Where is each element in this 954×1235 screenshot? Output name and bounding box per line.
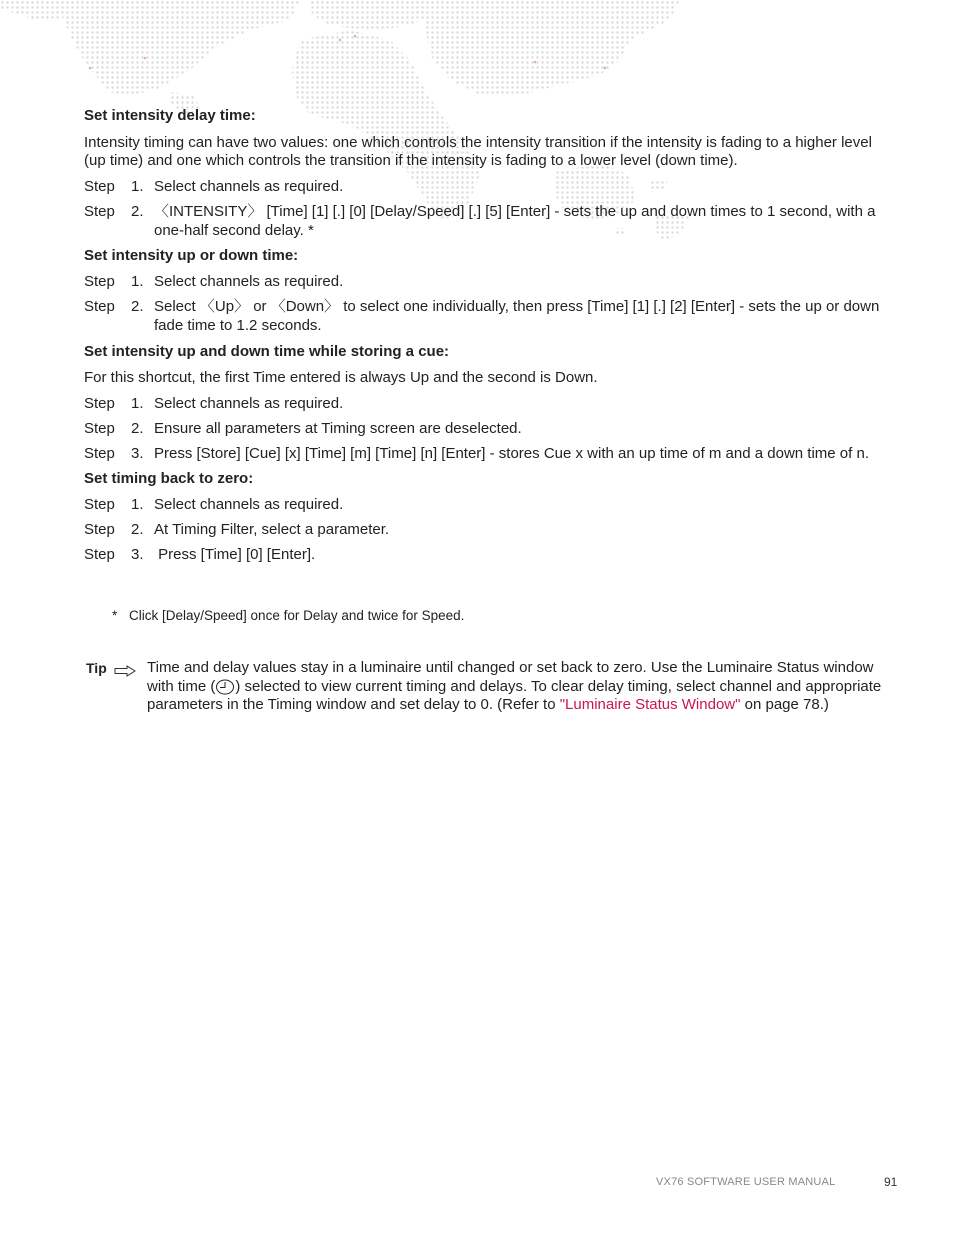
footnote-marker: *: [112, 608, 118, 623]
step-number: 3.: [131, 546, 144, 563]
step-text: Select 〈Up〉 or 〈Down〉 to select one individually, then press [Time] [1] [.] [2] [Enter] - sets the up or down fade time to 1.2 seconds.: [154, 298, 880, 334]
step-label: Step: [84, 521, 115, 538]
step-number: 1.: [131, 273, 144, 290]
section-heading: Set timing back to zero:: [84, 470, 254, 487]
step-label: Step: [84, 178, 115, 195]
step-label: Step: [84, 496, 115, 513]
step-number: 1.: [131, 395, 144, 412]
luminaire-status-window-link[interactable]: "Luminaire Status Window": [559, 696, 741, 713]
step-text: Select channels as required.: [154, 178, 344, 195]
page-number: 91: [884, 1175, 898, 1189]
footnote: [112, 607, 464, 625]
step-number: 2.: [131, 521, 144, 538]
section-heading: Set intensity delay time:: [84, 107, 256, 124]
footer-manual-title: VX76 SOFTWARE USER MANUAL: [656, 1176, 836, 1188]
section-intro: For this shortcut, the first Time entered is always Up and the second is Down.: [84, 369, 598, 386]
tip-text: [147, 659, 897, 715]
step-number: 2.: [131, 203, 144, 220]
step-label: Step: [84, 420, 115, 437]
step-number: 1.: [131, 178, 144, 195]
step-text: Ensure all parameters at Timing screen are deselected.: [154, 420, 522, 437]
step-number: 3.: [131, 445, 144, 462]
step-label: Step: [84, 298, 115, 315]
section-intro: Intensity timing can have two values: one which controls the intensity transition if the intensity is fading to a higher level (up time) and one which controls the transition if the intensity is fading to a lower level (down time).: [84, 134, 872, 169]
step-number: 2.: [131, 298, 144, 315]
clock-icon: [215, 679, 235, 695]
tip-text-part: ) selected to view current timing and delays. To clear delay timing, select channel and appropriate parameters in the Timing window and set delay to 0. (Refer to: [147, 677, 882, 713]
tip-text-part: Time and delay values stay in a luminaire until changed or set back to zero. Use the Luminaire Status window with time (: [147, 659, 874, 695]
step-label: Step: [84, 546, 115, 563]
footnote-text: Click [Delay/Speed] once for Delay and twice for Speed.: [129, 608, 465, 623]
step-text: Select channels as required.: [154, 496, 344, 513]
step-label: Step: [84, 203, 115, 220]
section-heading: Set intensity up and down time while storing a cue:: [84, 343, 450, 360]
step-text: Press [Store] [Cue] [x] [Time] [m] [Time] [n] [Enter] - stores Cue x with an up time of m and a down time of n.: [154, 445, 869, 462]
tip-label: Tip: [86, 660, 107, 676]
step-number: 1.: [131, 496, 144, 513]
step-text: At Timing Filter, select a parameter.: [154, 521, 390, 538]
step-text: 〈INTENSITY〉 [Time] [1] [.] [0] [Delay/Speed] [.] [5] [Enter] - sets the up and down times to 1 second, with a one-half second delay. *: [154, 203, 876, 239]
tip-text-part: on page 78.): [740, 696, 829, 713]
step-label: Step: [84, 395, 115, 412]
step-text: Press [Time] [0] [Enter].: [154, 546, 316, 563]
step-text: Select channels as required.: [154, 395, 344, 412]
tip-arrow-icon: [114, 665, 136, 677]
step-label: Step: [84, 445, 115, 462]
step-number: 2.: [131, 420, 144, 437]
step-text: Select channels as required.: [154, 273, 344, 290]
section-heading: Set intensity up or down time:: [84, 247, 299, 264]
step-label: Step: [84, 273, 115, 290]
